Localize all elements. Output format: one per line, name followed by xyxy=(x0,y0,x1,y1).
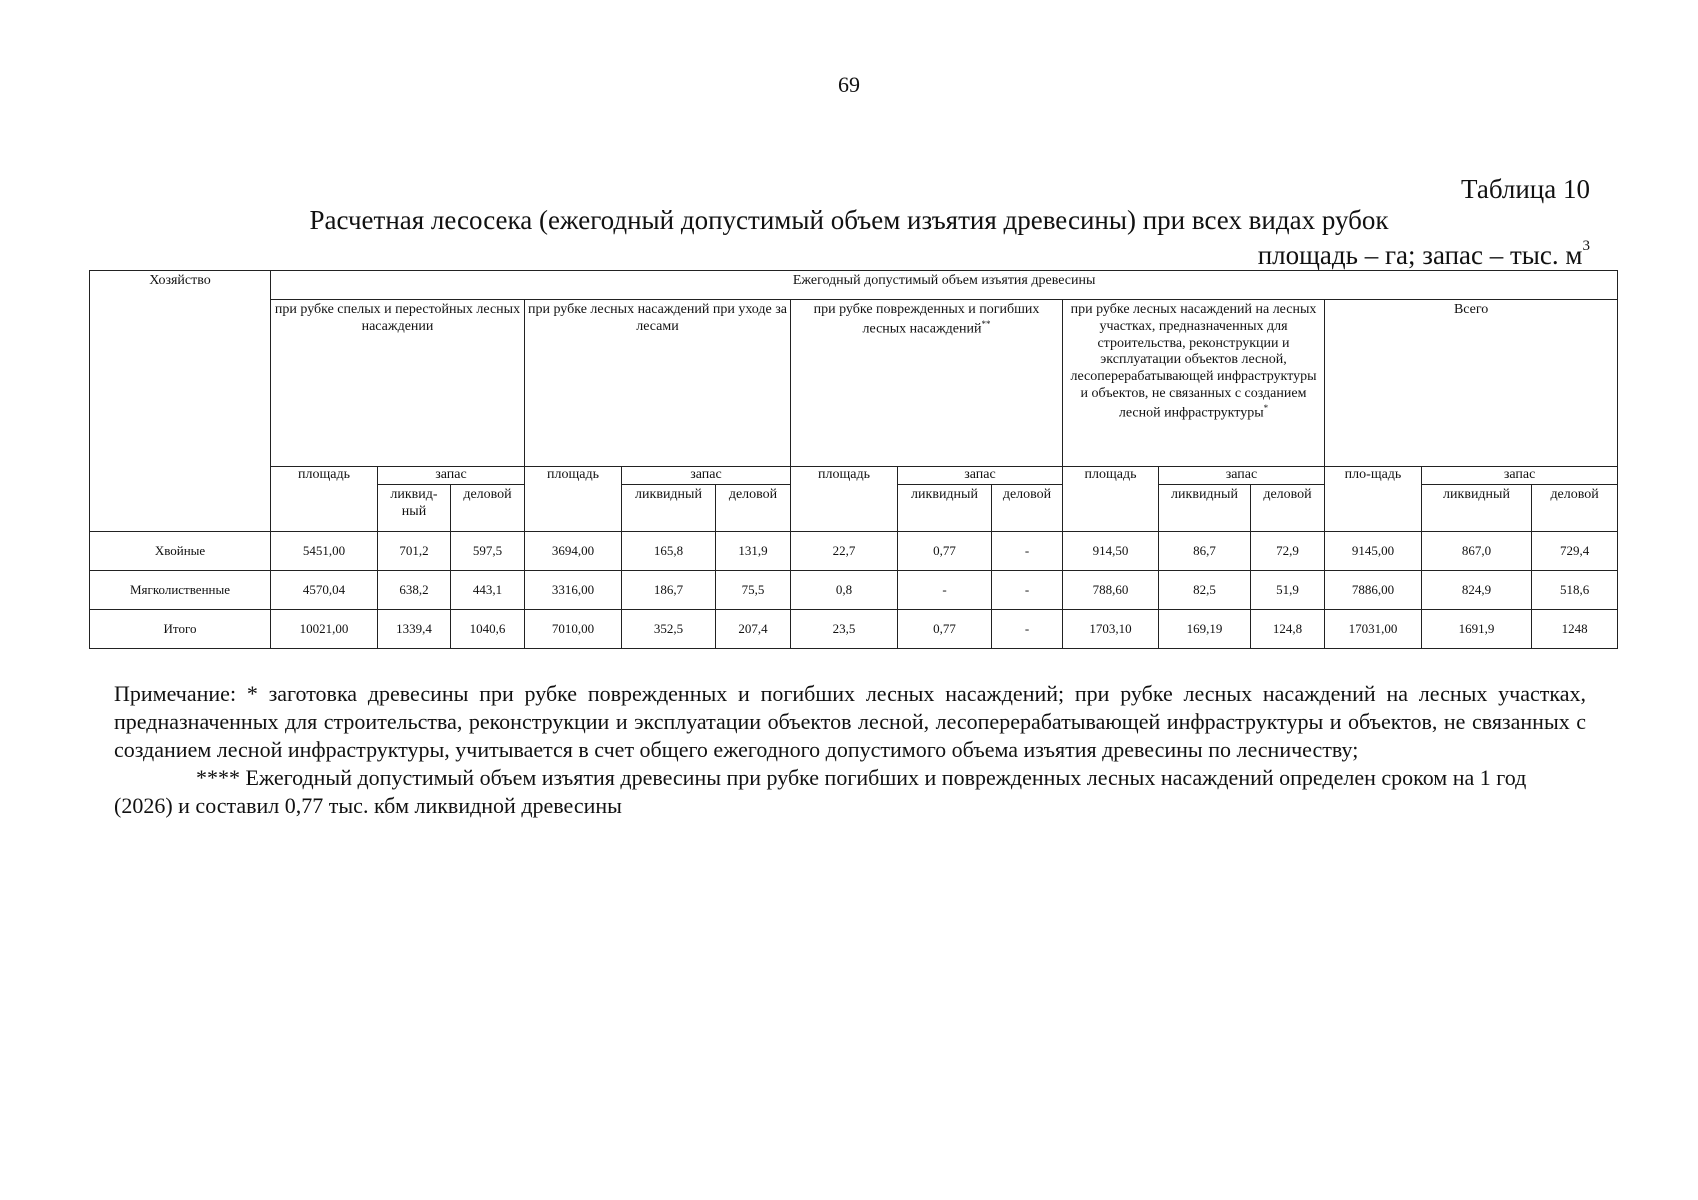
col-liquid: ликвид-ный xyxy=(378,484,451,531)
group-header xyxy=(791,300,1063,467)
table-head xyxy=(90,271,1618,532)
row-label: Мягколиственные xyxy=(90,570,271,609)
col-stock: запас xyxy=(1159,467,1325,485)
table-cell: 1703,10 xyxy=(1063,609,1159,648)
group-header-label: при рубке лесных насаждений на лесных участках, предназначенных для строительства, реконструкции и эксплуатации объектов лесной, лесоперерабатывающей инфраструктуры и объектов, не связанных с созданием лесной инфраструктуры xyxy=(1070,302,1317,421)
table-cell: 169,19 xyxy=(1159,609,1251,648)
col-area: площадь xyxy=(791,467,898,532)
table-cell: 1339,4 xyxy=(378,609,451,648)
header-annual-volume: Ежегодный допустимый объем изъятия древесины xyxy=(271,271,1618,300)
table-cell: - xyxy=(992,531,1063,570)
table-cell: - xyxy=(992,570,1063,609)
table-row xyxy=(90,609,1618,648)
table-label: Таблица 10 xyxy=(1461,174,1590,204)
group-header-mark: ** xyxy=(981,318,991,329)
table-cell: 72,9 xyxy=(1251,531,1325,570)
table-cell: 701,2 xyxy=(378,531,451,570)
table-body xyxy=(90,531,1618,648)
group-header-mark: * xyxy=(1263,402,1269,413)
group-header xyxy=(1063,300,1325,467)
col-stock: запас xyxy=(898,467,1063,485)
table-cell: 1248 xyxy=(1532,609,1618,648)
header-farm: Хозяйство xyxy=(90,271,271,532)
footnote-paragraph-1: Примечание: * заготовка древесины при рубке поврежденных и погибших лесных насаждений; при рубке лесных насаждений на лесных участках, предназначенных для строительства, реконструкции и эксплуатации объектов лесной, лесоперерабатывающей инфраструктуры и объектов, не связанных с созданием лесной инфраструктуры, учитывается в счет общего ежегодного допустимого объема изъятия древесины по лесничеству; xyxy=(114,681,1586,762)
table-cell: 7010,00 xyxy=(525,609,622,648)
table-cell: 443,1 xyxy=(451,570,525,609)
table-cell: 5451,00 xyxy=(271,531,378,570)
group-header xyxy=(525,300,791,467)
table-cell: 788,60 xyxy=(1063,570,1159,609)
table-cell: 1040,6 xyxy=(451,609,525,648)
col-area: площадь xyxy=(1063,467,1159,532)
table-cell: 1691,9 xyxy=(1422,609,1532,648)
table-cell: 0,77 xyxy=(898,531,992,570)
units-superscript: 3 xyxy=(1582,238,1590,254)
col-liquid: ликвидный xyxy=(1159,484,1251,531)
table-cell: 4570,04 xyxy=(271,570,378,609)
table-cell: 729,4 xyxy=(1532,531,1618,570)
table-cell: 186,7 xyxy=(622,570,716,609)
col-business: деловой xyxy=(1532,484,1618,531)
col-business: деловой xyxy=(451,484,525,531)
table-cell: 597,5 xyxy=(451,531,525,570)
group-header-label: при рубке лесных насаждений при уходе за лесами xyxy=(528,302,787,334)
table-cell: 518,6 xyxy=(1532,570,1618,609)
table-cell: - xyxy=(898,570,992,609)
group-header-label: при рубке поврежденных и погибших лесных насаждений xyxy=(813,302,1040,337)
table-row xyxy=(90,531,1618,570)
group-header xyxy=(1325,300,1618,467)
table-cell: 82,5 xyxy=(1159,570,1251,609)
group-header-label: при рубке спелых и перестойных лесных насаждении xyxy=(274,302,521,334)
col-liquid: ликвидный xyxy=(622,484,716,531)
col-area: площадь xyxy=(525,467,622,532)
footnote xyxy=(114,680,1586,820)
row-label: Хвойные xyxy=(90,531,271,570)
table-cell: 165,8 xyxy=(622,531,716,570)
footnote-paragraph-2: **** Ежегодный допустимый объем изъятия древесины при рубке погибших и поврежденных лесных насаждений определен сроком на 1 год (2026) и составил 0,77 тыс. кбм ликвидной древесины xyxy=(114,765,1527,818)
col-area: пло-щадь xyxy=(1325,467,1422,532)
col-area: площадь xyxy=(271,467,378,532)
page-number: 69 xyxy=(838,72,860,97)
table-cell: - xyxy=(992,609,1063,648)
table-cell: 17031,00 xyxy=(1325,609,1422,648)
logging-table xyxy=(89,270,1618,649)
units-note xyxy=(1258,240,1590,271)
col-stock: запас xyxy=(1422,467,1618,485)
col-stock: запас xyxy=(378,467,525,485)
group-header xyxy=(271,300,525,467)
table-cell: 9145,00 xyxy=(1325,531,1422,570)
table-cell: 824,9 xyxy=(1422,570,1532,609)
table-cell: 638,2 xyxy=(378,570,451,609)
table-cell: 3316,00 xyxy=(525,570,622,609)
table-row xyxy=(90,570,1618,609)
units-text: площадь – га; запас – тыс. м xyxy=(1257,240,1583,270)
table-cell: 23,5 xyxy=(791,609,898,648)
table-cell: 867,0 xyxy=(1422,531,1532,570)
table-cell: 914,50 xyxy=(1063,531,1159,570)
col-business: деловой xyxy=(1251,484,1325,531)
table-cell: 86,7 xyxy=(1159,531,1251,570)
table-cell: 131,9 xyxy=(716,531,791,570)
table-cell: 51,9 xyxy=(1251,570,1325,609)
row-label: Итого xyxy=(90,609,271,648)
col-liquid: ликвидный xyxy=(898,484,992,531)
group-header-label: Всего xyxy=(1453,302,1489,317)
col-business: деловой xyxy=(716,484,791,531)
table-cell: 124,8 xyxy=(1251,609,1325,648)
col-liquid: ликвидный xyxy=(1422,484,1532,531)
table-cell: 352,5 xyxy=(622,609,716,648)
table-cell: 0,77 xyxy=(898,609,992,648)
table-cell: 207,4 xyxy=(716,609,791,648)
table-cell: 3694,00 xyxy=(525,531,622,570)
table-cell: 22,7 xyxy=(791,531,898,570)
table-cell: 0,8 xyxy=(791,570,898,609)
col-business: деловой xyxy=(992,484,1063,531)
table-cell: 75,5 xyxy=(716,570,791,609)
table-cell: 7886,00 xyxy=(1325,570,1422,609)
table-cell: 10021,00 xyxy=(271,609,378,648)
col-stock: запас xyxy=(622,467,791,485)
table-title: Расчетная лесосека (ежегодный допустимый объем изъятия древесины) при всех видах рубок xyxy=(309,205,1389,235)
